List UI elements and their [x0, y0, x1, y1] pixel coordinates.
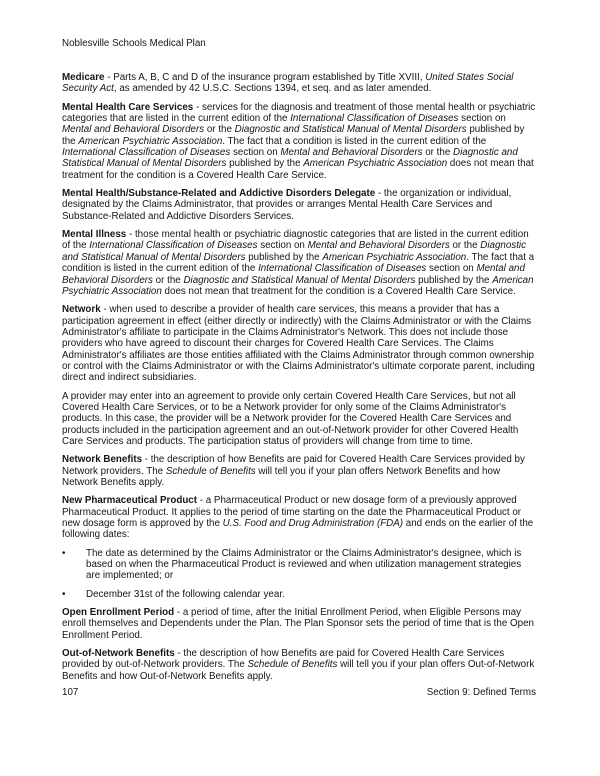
- text-run: does not mean that treatment for the condition is a Covered Health Care Service.: [161, 285, 516, 297]
- bullet-item: [62, 548, 536, 582]
- text-run: Schedule of Benefits: [247, 659, 338, 671]
- text-run: - a period of time, after the Initial Enrollment Period, when Eligible Persons may enroll themselves and Dependents under the Plan. The Plan Sponsor sets the period of time that is the Open Enrollment Period.: [62, 607, 534, 641]
- text-run: section on: [426, 263, 477, 275]
- paragraph: [62, 229, 536, 297]
- paragraph: [62, 454, 536, 488]
- paragraph: [62, 391, 536, 448]
- section-label: Section 9: Defined Terms: [426, 687, 536, 698]
- paragraph: [62, 607, 536, 641]
- text-run: Diagnostic and Statistical Manual of Mental Disorders: [62, 240, 526, 263]
- text-run: American Psychiatric Association: [322, 251, 467, 263]
- text-run: - Parts A, B, C and D of the insurance program established by Title XVIII,: [104, 72, 426, 83]
- text-run: Network Benefits: [62, 454, 143, 466]
- text-run: , as amended by 42 U.S.C. Sections 1394, et seq. and as later amended.: [113, 83, 432, 95]
- text-run: or the: [422, 147, 454, 159]
- text-run: American Psychiatric Association: [303, 158, 448, 170]
- document-body: [62, 72, 536, 689]
- text-run: will tell you if your plan offers Out-of-Network Benefits and how Out-of-Network Benefits apply.: [62, 659, 535, 682]
- text-run: - services for the diagnosis and treatment of those mental health or psychiatric categories that are listed in the current edition of the: [62, 101, 536, 125]
- running-footer: [62, 687, 536, 698]
- text-run: or the: [449, 240, 481, 252]
- text-run: Mental and Behavioral Disorders: [307, 240, 450, 252]
- text-run: . The fact that a condition is listed in the current edition of the: [222, 135, 487, 147]
- bullet-text: [86, 548, 536, 582]
- text-run: International Classification of Diseases: [89, 240, 258, 252]
- bullet-item: [62, 589, 536, 600]
- text-run: published by the: [415, 274, 493, 286]
- text-run: - those mental health or psychiatric diagnostic categories that are listed in the current edition of the: [62, 229, 529, 252]
- text-run: A provider may enter into an agreement to provide only certain Covered Health Care Services, but not all Covered Health Care Services, or to be a Network provider for only some of the Claims Administrator's products. In this case, the provider will be a Network provider for the Covered Health Care Services and products included in the participation agreement and an out-of-Network provider for other Covered Health Care Services and products. The participation status of providers will change from time to time.: [62, 390, 519, 447]
- paragraph: [62, 304, 536, 383]
- paragraph: [62, 495, 536, 540]
- text-run: United States Social Security Act: [62, 72, 514, 95]
- text-run: - when used to describe a provider of health care services, this means a provider that has a participation agreement in effect (either directly or indirectly) with the Claims Administrator or with the Claims Administrator's affiliate to participate in the Claims Administrator's Network. This does not include those providers who have agreed to discount their charges for Covered Health Care Services. The Claims Administrator's affiliates are those entities affiliated with the Claims Administrator through common ownership or control with the Claims Administrator or with the Claims Administrator's ultimate corporate parent, including direct and indirect subsidiaries.: [62, 304, 535, 384]
- text-run: Out-of-Network Benefits: [62, 648, 175, 660]
- text-run: International Classification of Diseases: [258, 263, 427, 275]
- paragraph: [62, 648, 536, 682]
- text-run: published by the: [245, 251, 323, 263]
- text-run: or the: [204, 124, 235, 136]
- text-run: Mental Health/Substance-Related and Addictive Disorders Delegate: [62, 188, 376, 200]
- text-run: . The fact that a condition is listed in the current edition of the: [62, 251, 535, 275]
- text-run: - the organization or individual, designated by the Claims Administrator, that provides or arranges Mental Health Care Services and Substance-Related and Addictive Disorders Services.: [62, 188, 512, 222]
- text-run: - a Pharmaceutical Product or new dosage form of a previously approved Pharmaceutical Product. It applies to the period of time starting on the date the Pharmaceutical Product or new dosage form is approved by the: [62, 495, 522, 530]
- text-run: The date as determined by the Claims Administrator or the Claims Administrator's designee, which is based on when the Pharmaceutical Product is reviewed and when utilization management strategies are implemented; or: [86, 547, 522, 582]
- text-run: Mental Illness: [62, 229, 127, 241]
- text-run: Open Enrollment Period: [62, 607, 175, 619]
- text-run: International Classification of Diseases: [290, 113, 459, 125]
- text-run: Mental and Behavioral Disorders: [62, 263, 525, 286]
- text-run: American Psychiatric Association: [62, 274, 534, 297]
- text-run: section on: [458, 113, 506, 125]
- paragraph: [62, 72, 536, 95]
- text-run: or the: [152, 274, 184, 286]
- text-run: Diagnostic and Statistical Manual of Mental Disorders: [183, 274, 416, 286]
- text-run: New Pharmaceutical Product: [62, 495, 198, 507]
- bullet-text: [86, 589, 536, 600]
- text-run: section on: [230, 147, 281, 159]
- text-run: December 31st of the following calendar year.: [86, 588, 285, 600]
- text-run: International Classification of Diseases: [62, 147, 231, 159]
- text-run: Diagnostic and Statistical Manual of Mental Disorders: [62, 147, 518, 170]
- text-run: American Psychiatric Association: [78, 135, 223, 147]
- text-run: Mental and Behavioral Disorders: [62, 124, 205, 136]
- text-run: - the description of how Benefits are paid for Covered Health Care Services provided by Network providers. The: [62, 454, 525, 477]
- text-run: Medicare: [62, 72, 105, 83]
- text-run: published by the: [62, 124, 525, 147]
- text-run: and ends on the earlier of the following dates:: [62, 518, 534, 541]
- page-number: 107: [62, 687, 79, 698]
- bullet-marker-icon: •: [62, 588, 66, 600]
- text-run: will tell you if your plan offers Network Benefits and how Network Benefits apply.: [62, 465, 501, 488]
- text-run: Network: [62, 304, 101, 316]
- text-run: U.S. Food and Drug Administration (FDA): [222, 518, 404, 530]
- text-run: does not mean that treatment for the condition is a Covered Health Care Service.: [62, 158, 534, 181]
- running-header: Noblesville Schools Medical Plan: [62, 38, 206, 49]
- paragraph: [62, 188, 536, 222]
- paragraph: [62, 102, 536, 181]
- text-run: Diagnostic and Statistical Manual of Mental Disorders: [234, 124, 467, 136]
- bullet-marker-icon: •: [62, 547, 66, 559]
- text-run: published by the: [226, 158, 304, 170]
- text-run: Mental and Behavioral Disorders: [280, 147, 423, 159]
- text-run: Schedule of Benefits: [165, 465, 256, 477]
- text-run: Mental Health Care Services: [62, 101, 194, 113]
- text-run: section on: [257, 240, 308, 252]
- text-run: - the description of how Benefits are paid for Covered Health Care Services provided by out-of-Network providers. The: [62, 648, 505, 671]
